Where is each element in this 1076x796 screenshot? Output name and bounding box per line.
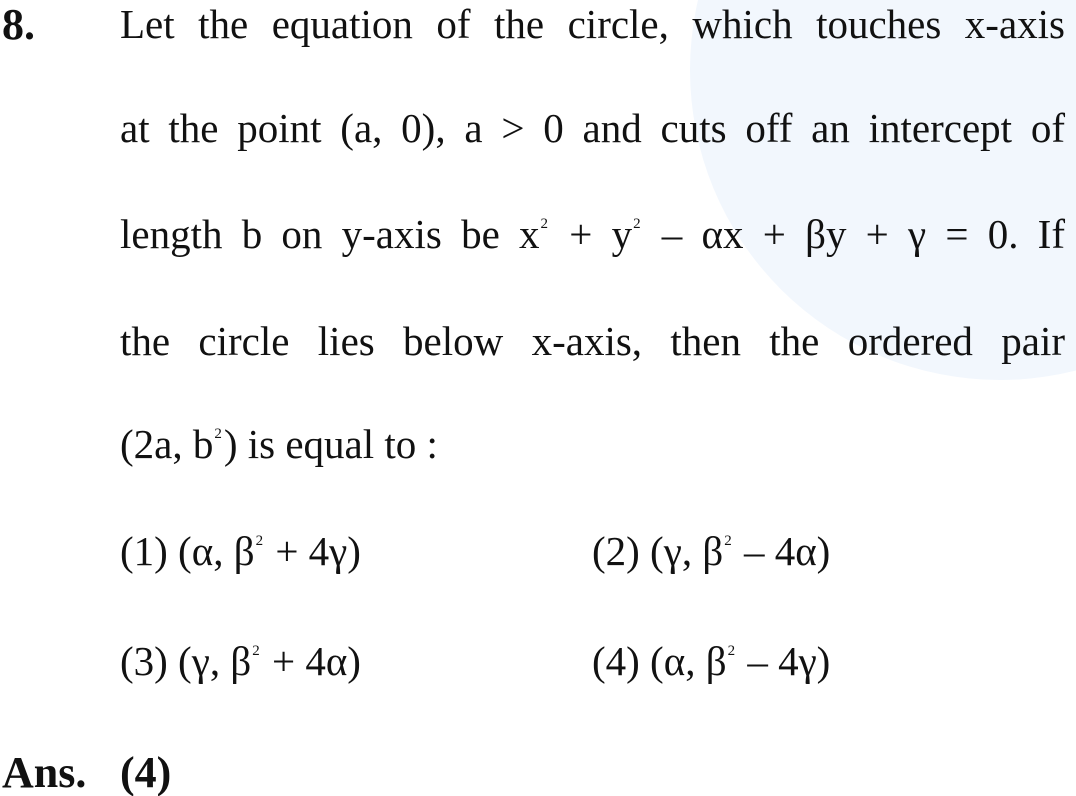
superscript: 2 bbox=[633, 216, 641, 232]
option-3 bbox=[120, 637, 361, 695]
option-4-prefix: (4) (α, β bbox=[592, 638, 727, 684]
option-1 bbox=[120, 527, 361, 585]
option-3-suffix: + 4α) bbox=[261, 638, 361, 684]
option-2-prefix: (2) (γ, β bbox=[592, 528, 724, 574]
option-2-suffix: – 4α) bbox=[733, 528, 831, 574]
superscript: 2 bbox=[214, 426, 222, 442]
question-line-4: the circle lies below x-axis, then the ordered pair bbox=[120, 318, 1065, 364]
option-3-superscript: 2 bbox=[252, 643, 260, 659]
option-4 bbox=[592, 637, 830, 695]
option-1-suffix: + 4γ) bbox=[265, 528, 361, 574]
question-line-3-part-3: – αx + βy + γ = 0. If bbox=[642, 211, 1065, 257]
question-number: 8. bbox=[2, 0, 35, 49]
question-line-3-part-2: + y bbox=[550, 211, 633, 257]
question-line-5-part-1: (2a, b bbox=[120, 421, 214, 467]
option-2-superscript: 2 bbox=[724, 533, 732, 549]
option-2 bbox=[592, 527, 830, 585]
question-line-3 bbox=[120, 210, 1065, 268]
superscript: 2 bbox=[540, 216, 548, 232]
question-line-3-part-1: length b on y-axis be x bbox=[120, 211, 540, 257]
option-4-suffix: – 4γ) bbox=[737, 638, 831, 684]
question-line-1: Let the equation of the circle, which touches x-axis bbox=[120, 1, 1065, 47]
option-3-prefix: (3) (γ, β bbox=[120, 638, 252, 684]
option-4-superscript: 2 bbox=[727, 643, 736, 659]
option-1-prefix: (1) (α, β bbox=[120, 528, 255, 574]
question-line-2: at the point (a, 0), a > 0 and cuts off an intercept of bbox=[120, 105, 1065, 151]
question-line-5-part-2: ) is equal to : bbox=[223, 421, 438, 467]
option-1-superscript: 2 bbox=[255, 533, 264, 549]
answer-value: (4) bbox=[120, 748, 172, 796]
question-line-5 bbox=[120, 420, 1065, 478]
answer-label: Ans. bbox=[2, 748, 87, 796]
